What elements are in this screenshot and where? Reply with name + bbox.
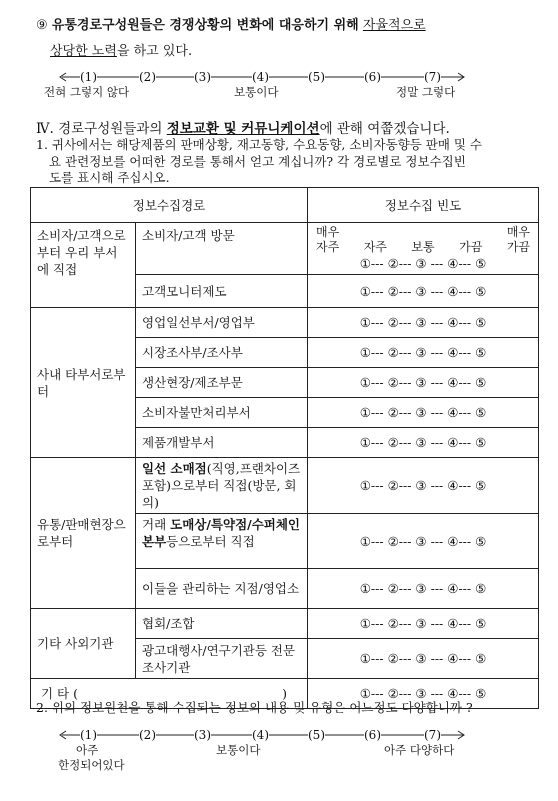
table-row [31, 223, 539, 275]
question-9 [36, 14, 536, 33]
row-label-emphasis: 도매상/특약점/수퍼체인본부 [142, 517, 301, 549]
underlined-phrase: 상당한 노력 [50, 44, 117, 59]
freq-header-labels [314, 240, 532, 255]
scale-point[interactable]: (4) [252, 70, 269, 84]
question-2: 2. 위의 정보원천을 통해 수집되는 정보의 내용 및 유형은 어느정도 다양합니까 ? [36, 700, 473, 715]
frequency-scale[interactable]: ①--- ②--- ③ --- ④--- ⑤ [308, 679, 539, 709]
scale-label-mid: 보통이다 [216, 743, 261, 757]
row-label: 협회/조합 [136, 609, 308, 639]
row-label: 고객모니터제도 [136, 275, 308, 308]
section-numeral: Ⅳ. [36, 121, 54, 137]
scale-label-right: 정말 그렇다 [396, 85, 456, 99]
row-label [136, 514, 308, 569]
scale-point[interactable]: (5) [308, 728, 325, 742]
frequency-scale[interactable]: ①--- ②--- ③ --- ④--- ⑤ [308, 308, 539, 338]
frequency-scale[interactable]: ①--- ②--- ③ --- ④--- ⑤ [308, 428, 539, 458]
frequency-scale[interactable]: ①--- ②--- ③ --- ④--- ⑤ [308, 275, 539, 308]
scale-label-left: 전혀 그렇지 않다 [44, 85, 130, 99]
underlined-phrase: 자율적으로 [362, 18, 426, 33]
scale-label-mid: 보통이다 [234, 85, 279, 99]
freq-label: 자주 [316, 240, 340, 254]
row-label-rest: 등으로부터 직접 [166, 534, 255, 549]
freq-label: 매우 [506, 225, 531, 239]
scale-point[interactable]: (7) [424, 728, 441, 742]
table-row [31, 308, 539, 338]
group-label-channel: 유통/판매현장으로부터 [31, 458, 136, 609]
frequency-scale[interactable]: ①--- ②--- ③ --- ④--- ⑤ [308, 609, 539, 639]
scale-point[interactable]: (4) [252, 728, 269, 742]
row-label: 생산현장/제조부문 [136, 368, 308, 398]
freq-options[interactable]: ①--- ②--- ③ --- ④--- ⑤ [359, 256, 487, 271]
other-close: ) [282, 686, 288, 701]
group-label-consumer: 소비자/고객으로부터 우리 부서에 직접 [31, 223, 136, 308]
row-label: 제품개발부서 [136, 428, 308, 458]
row-label: 영업일선부서/영업부 [136, 308, 308, 338]
question-line: 요 관련정보를 어떠한 경로를 통해서 얻고 계십니까? 각 경로별로 정보수집빈 [49, 153, 466, 169]
section-text: 경로구성원들과의 [58, 121, 163, 137]
scale-point[interactable]: (1) [80, 728, 97, 742]
frequency-scale[interactable]: ①--- ②--- ③ --- ④--- ⑤ [308, 458, 539, 514]
freq-label: 가끔 [506, 240, 531, 254]
row-label: 광고대행사/연구기관등 전문조사기관 [136, 639, 308, 679]
scale-point[interactable]: (1) [80, 70, 97, 84]
header-frequency: 정보수집 빈도 [308, 188, 539, 223]
scale-point[interactable]: (2) [139, 728, 156, 742]
other-label: 기 타 ( [41, 686, 78, 701]
scale-label-left: 아주 [76, 743, 99, 757]
row-label-emphasis: 일선 소매점 [142, 461, 207, 476]
row-label: 소비자/고객 방문 [136, 223, 308, 275]
scale-label-left-2: 한정되어있다 [58, 758, 125, 772]
section-heading [36, 117, 450, 137]
scale-point[interactable]: (3) [194, 70, 211, 84]
row-label-prefix: 거래 [142, 517, 171, 532]
scale-point[interactable]: (2) [139, 70, 156, 84]
section-text-end: 에 관해 여쭙겠습니다. [319, 121, 450, 137]
question-1 [36, 137, 546, 187]
table-header-row [31, 188, 539, 223]
question-number: ⑨ [36, 18, 48, 33]
row-label: 이들을 관리하는 지점/영업소 [136, 569, 308, 609]
likert-scale-bottom [44, 728, 474, 788]
question-text: 유통경로구성원들은 경쟁상황의 변화에 대응하기 위해 [51, 18, 359, 33]
scale-point[interactable]: (6) [364, 70, 381, 84]
freq-label: 매우 [316, 225, 340, 239]
table-row [31, 609, 539, 639]
frequency-scale[interactable]: ①--- ②--- ③ --- ④--- ⑤ [308, 639, 539, 679]
likert-scale-top [44, 70, 474, 110]
freq-label: 자주 [363, 240, 387, 254]
frequency-scale[interactable]: ①--- ②--- ③ --- ④--- ⑤ [308, 398, 539, 428]
group-label-internal: 사내 타부서로부터 [31, 308, 136, 458]
scale-label-right: 아주 다양하다 [384, 743, 455, 757]
scale-point[interactable]: (7) [424, 70, 441, 84]
question-9-line2 [50, 40, 192, 59]
frequency-scale[interactable]: ①--- ②--- ③ --- ④--- ⑤ [308, 368, 539, 398]
frequency-scale[interactable]: ①--- ②--- ③ --- ④--- ⑤ [308, 569, 539, 609]
freq-label: 가끔 [459, 240, 483, 254]
freq-header-top [314, 225, 532, 240]
question-line: 도를 표시해 주십시오. [49, 170, 170, 185]
scale-point[interactable]: (5) [308, 70, 325, 84]
frequency-scale[interactable]: ①--- ②--- ③ --- ④--- ⑤ [308, 338, 539, 368]
row-label: 소비자불만처리부서 [136, 398, 308, 428]
section-emphasis: 정보교환 및 커뮤니케이션 [166, 121, 320, 137]
row-label [136, 458, 308, 514]
group-label-social: 기타 사외기관 [31, 609, 136, 679]
table-row [31, 458, 539, 514]
frequency-scale[interactable] [308, 223, 539, 275]
frequency-scale[interactable]: ①--- ②--- ③ --- ④--- ⑤ [308, 514, 539, 569]
row-label-rest: (직영,프랜차이즈 포함)으로부터 직접(방문, 회의) [142, 461, 301, 510]
scale-point[interactable]: (6) [364, 728, 381, 742]
row-label: 시장조사부/조사부 [136, 338, 308, 368]
header-route: 정보수집경로 [31, 188, 308, 223]
freq-label: 보통 [411, 240, 435, 254]
question-text-end: 을 하고 있다. [116, 44, 193, 59]
info-source-table [30, 187, 539, 709]
question-line: 1. 귀사에서는 해당제품의 판매상황, 재고동향, 수요동향, 소비자동향등 판매 및 수 [36, 137, 483, 152]
scale-point[interactable]: (3) [194, 728, 211, 742]
